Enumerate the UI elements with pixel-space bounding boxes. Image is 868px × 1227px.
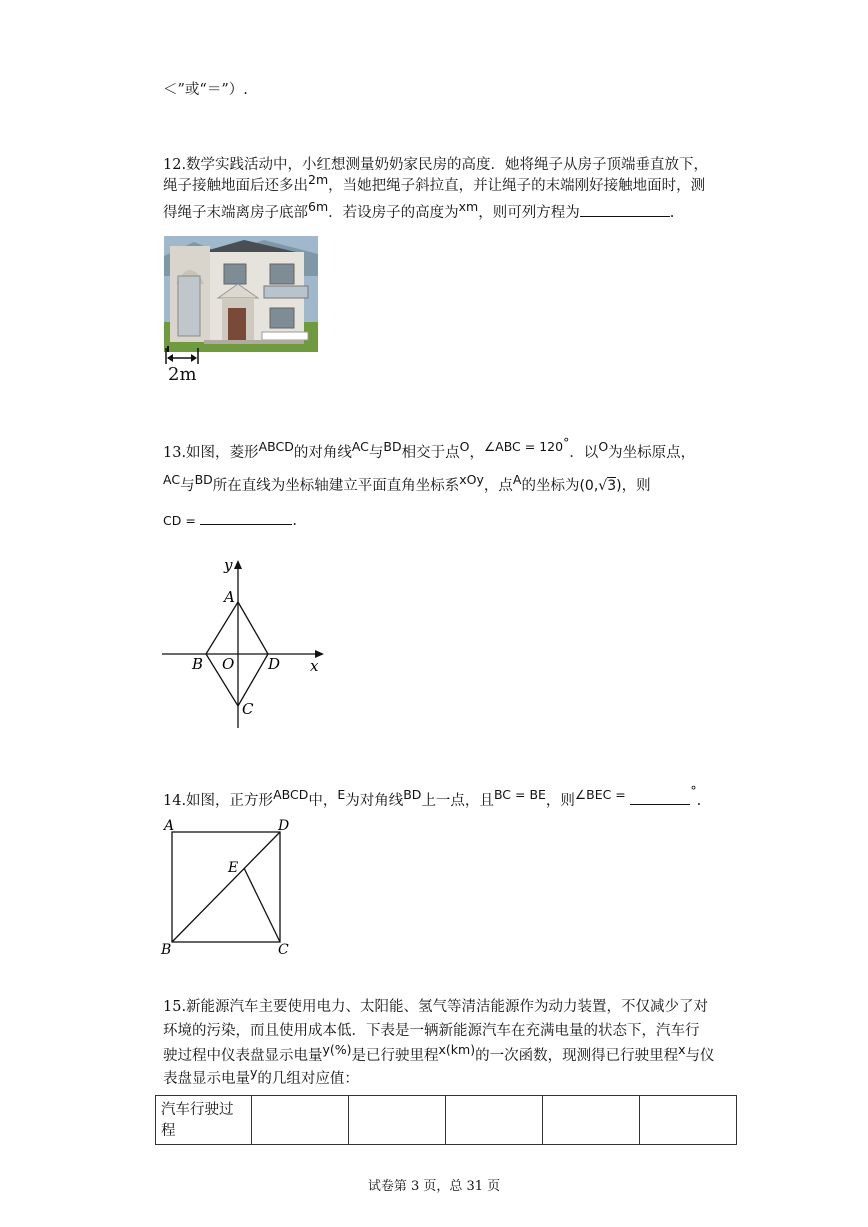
- q12-line-1: 12.数学实践活动中，小红想测量奶奶家民房的高度．她将绳子从房子顶端垂直放下，: [163, 157, 709, 173]
- point-a-label: A: [224, 588, 235, 606]
- q12-text: ，当她把绳子斜拉直，并让绳子的末端刚好接触地面时，测: [328, 178, 706, 194]
- q12-variable-xm: xm: [458, 199, 479, 214]
- q13-point-a: A: [512, 472, 522, 487]
- q12-text: 得绳子末端离房子底部: [163, 205, 308, 221]
- square-diagram: [158, 814, 298, 960]
- q15-text: 的一次函数，现测得已行驶里程: [475, 1048, 679, 1064]
- q15-text: 是已行驶里程: [351, 1048, 439, 1064]
- sqrt-symbol-icon: √: [598, 478, 608, 494]
- point-o-label: O: [222, 655, 235, 673]
- q15-text: 与仪: [685, 1048, 715, 1064]
- square-point-a-label: A: [164, 818, 175, 834]
- y-axis-label: y: [224, 556, 233, 574]
- dimension-arrow: [164, 346, 204, 366]
- table-header-line: 程: [161, 1123, 176, 1139]
- q15-line-3: [163, 1042, 715, 1066]
- q13-text: 的对角线: [293, 445, 352, 461]
- q13-text: ．以: [569, 445, 599, 461]
- q13-text: 相交于点: [401, 445, 460, 461]
- q12-answer-blank[interactable]: [580, 202, 670, 217]
- q13-text: 与: [368, 445, 384, 461]
- point-b-label: B: [192, 655, 204, 673]
- q13-diagonal-ac: AC: [163, 472, 181, 487]
- point-c-label: C: [242, 700, 254, 718]
- q13-origin-o: O: [598, 439, 609, 454]
- q13-text: ，则: [621, 478, 651, 494]
- q15-variable-x: x(km): [438, 1042, 476, 1057]
- q15-variable-y: y(%): [322, 1042, 352, 1057]
- table-cell: [543, 1096, 640, 1145]
- q13-degree-sign: °: [563, 435, 570, 450]
- q13-text: 的坐标为: [521, 478, 580, 494]
- q13-coordinate: [579, 477, 621, 494]
- q13-text: 所在直线为坐标轴建立平面直角坐标系: [212, 478, 460, 494]
- q13-text: 13.如图，菱形: [163, 445, 259, 461]
- q12-line-3: [163, 199, 675, 223]
- table-cell: [349, 1096, 446, 1145]
- house-dimension-label: 2m: [168, 364, 197, 385]
- table-cell: [640, 1096, 737, 1145]
- q15-line-4: [163, 1065, 359, 1089]
- q14-angle: ∠BEC =: [574, 787, 626, 802]
- page-footer: 试卷第 3 页，总 31 页: [367, 1179, 501, 1194]
- q14-diagonal-bd: BD: [403, 787, 422, 802]
- q13-text: 为坐标原点，: [608, 445, 696, 461]
- point-d-label: D: [268, 655, 281, 673]
- q14-text: .: [696, 793, 702, 809]
- q14-point-e: E: [337, 787, 346, 802]
- table-row: [156, 1096, 737, 1145]
- q14-answer-blank[interactable]: [630, 790, 690, 805]
- rhombus-diagram: [158, 552, 333, 734]
- q12-text: 绳子接触地面后还多出: [163, 178, 308, 194]
- q15-line-2: 环境的污染，而且使用成本低．下表是一辆新能源汽车在充满电量的状态下，汽车行: [163, 1023, 700, 1039]
- table-cell: [446, 1096, 543, 1145]
- q14-degree-sign: °: [690, 783, 697, 798]
- q13-line-3: [163, 510, 297, 531]
- q13-line-1: [163, 435, 696, 463]
- x-axis-label: x: [310, 657, 319, 675]
- q12-line-2: [163, 172, 706, 196]
- q13-diagonal-bd: BD: [194, 472, 213, 487]
- q13-text: 与: [180, 478, 195, 494]
- q12-text: ，则可列方程为: [478, 205, 580, 221]
- square-point-c-label: C: [278, 942, 289, 958]
- q14-square-name: ABCD: [273, 787, 309, 802]
- q15-text: 驶过程中仪表盘显示电量: [163, 1048, 323, 1064]
- square-point-d-label: D: [278, 818, 290, 834]
- square-point-b-label: B: [161, 942, 172, 958]
- q15-variable-x: x: [678, 1042, 686, 1057]
- q13-coordinate-close: ): [616, 478, 622, 494]
- q13-sqrt-radicand: 3: [607, 478, 617, 494]
- table-header-line: 汽车行驶过: [161, 1102, 234, 1118]
- q13-text: ，点: [483, 478, 513, 494]
- q15-data-table: [155, 1095, 737, 1145]
- square-point-e-label: E: [228, 860, 239, 876]
- q13-text: .: [292, 513, 298, 529]
- table-header-cell: [156, 1096, 252, 1145]
- q14-text: 14.如图，正方形: [163, 793, 274, 809]
- q12-value-2m: 2m: [308, 172, 329, 187]
- q15-text: 的几组对应值：: [257, 1071, 359, 1087]
- q12-text: ．若设房子的高度为: [328, 205, 459, 221]
- q14-line-1: [163, 783, 702, 811]
- q13-answer-blank[interactable]: [200, 510, 292, 525]
- q12-text: .: [669, 205, 675, 221]
- q13-coordinate-open: (0,: [579, 478, 599, 494]
- q15-line-1: 15.新能源汽车主要使用电力、太阳能、氢气等清洁能源作为动力装置，不仅减少了对: [163, 999, 709, 1015]
- q13-diagonal-bd: BD: [383, 439, 402, 454]
- q13-rhombus-name: ABCD: [258, 439, 294, 454]
- q14-text: 上一点，且: [421, 793, 494, 809]
- previous-question-fragment: ＜”或“＝”）.: [163, 82, 248, 98]
- q13-line-2: [163, 472, 651, 496]
- q13-point-o: O: [459, 439, 470, 454]
- q14-text: 中，: [308, 793, 338, 809]
- q13-coordinate-system: xOy: [459, 472, 484, 487]
- q13-text: ，: [469, 445, 484, 461]
- q14-text: ，则: [545, 793, 575, 809]
- q14-text: 为对角线: [345, 793, 404, 809]
- q13-angle: ∠ABC = 120: [483, 439, 564, 454]
- q14-condition: BC = BE: [493, 787, 546, 802]
- table-cell: [252, 1096, 349, 1145]
- q15-text: 表盘显示电量: [163, 1071, 250, 1087]
- q15-variable-y: y: [250, 1065, 258, 1080]
- q13-diagonal-ac: AC: [351, 439, 369, 454]
- house-photo: [164, 236, 318, 352]
- q13-cd-label: CD =: [163, 513, 196, 528]
- q12-value-6m: 6m: [308, 199, 329, 214]
